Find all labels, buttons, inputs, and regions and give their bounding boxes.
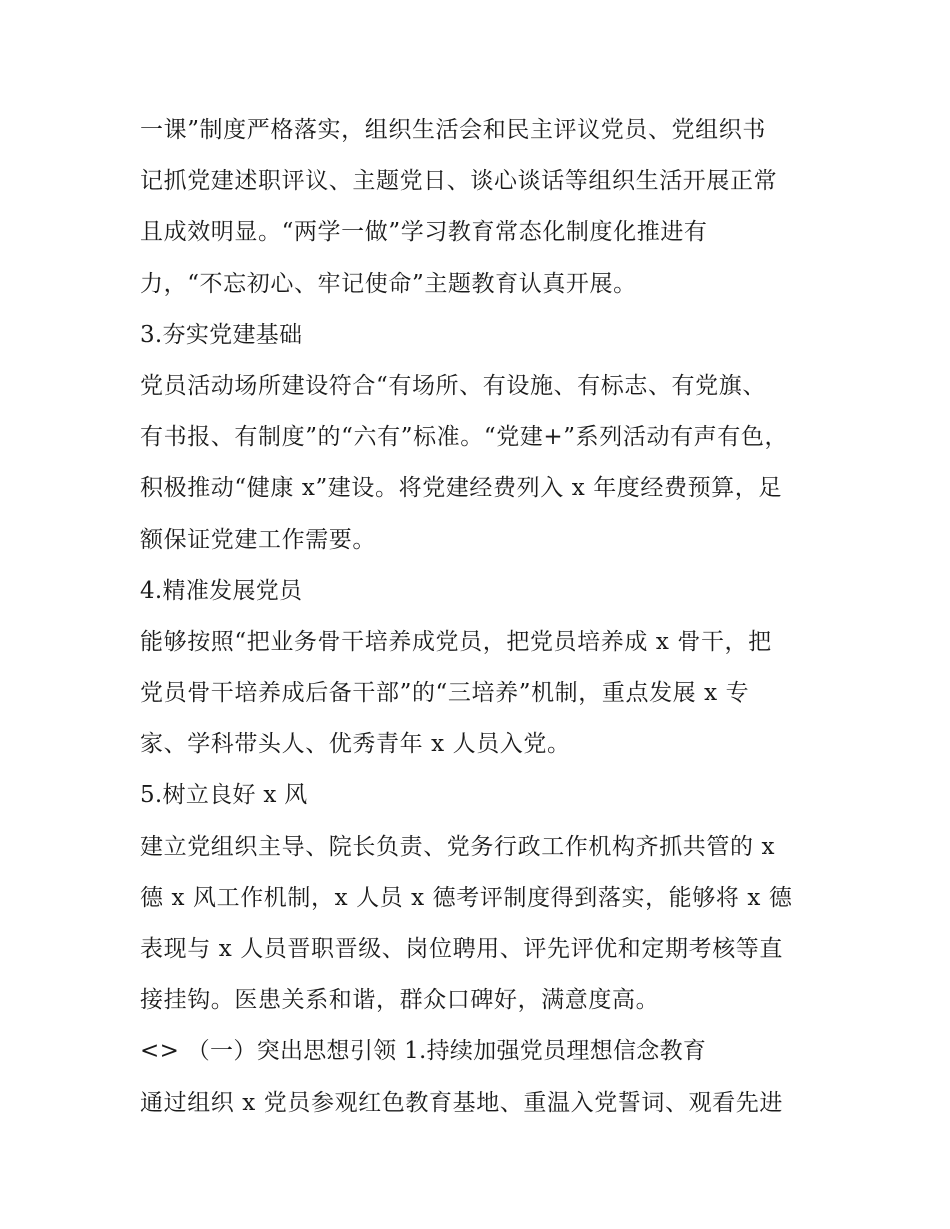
section-heading: <> （一）突出思想引领 1.持续加强党员理想信念教育 — [140, 1038, 707, 1065]
text-line: 积极推动“健康 x”建设。将党建经费列入 x 年度经费预算，足 — [140, 475, 782, 502]
section-heading: 5.树立良好 x 风 — [140, 782, 308, 809]
text-line: 力，“不忘初心、牢记使命”主题教育认真开展。 — [140, 270, 637, 297]
document-body — [140, 105, 820, 1129]
text-line: 表现与 x 人员晋职晋级、岗位聘用、评先评优和定期考核等直 — [140, 936, 783, 962]
text-line: 且成效明显。“两学一做”学习教育常态化制度化推进有 — [140, 219, 708, 246]
text-line: 接挂钩。医患关系和谐，群众口碑好，满意度高。 — [140, 987, 660, 1014]
text-line: 党员骨干培养成后备干部”的“三培养”机制，重点发展 x 专 — [140, 680, 750, 707]
text-line: 一课”制度严格落实，组织生活会和民主评议党员、党组织书 — [140, 117, 766, 143]
text-line: 家、学科带头人、优秀青年 x 人员入党。 — [140, 731, 571, 758]
text-line: 建立党组织主导、院长负责、党务行政工作机构齐抓共管的 x — [140, 833, 776, 860]
text-line: 通过组织 x 党员参观红色教育基地、重温入党誓词、观看先进 — [140, 1089, 783, 1116]
text-line: 额保证党建工作需要。 — [140, 526, 376, 553]
section-heading: 4.精准发展党员 — [140, 577, 303, 604]
text-line: 党员活动场所建设符合“有场所、有设施、有标志、有党旗、 — [140, 372, 766, 399]
text-line: 有书报、有制度”的“六有”标准。“党建+”系列活动有声有色， — [140, 424, 789, 451]
text-line: 德 x 风工作机制，x 人员 x 德考评制度得到落实，能够将 x 德 — [140, 884, 793, 911]
section-heading: 3.夯实党建基础 — [140, 321, 303, 348]
text-line: 能够按照“把业务骨干培养成党员，把党员培养成 x 骨干，把 — [140, 628, 772, 655]
text-line: 记抓党建述职评议、主题党日、谈心谈话等组织生活开展正常 — [140, 168, 778, 195]
